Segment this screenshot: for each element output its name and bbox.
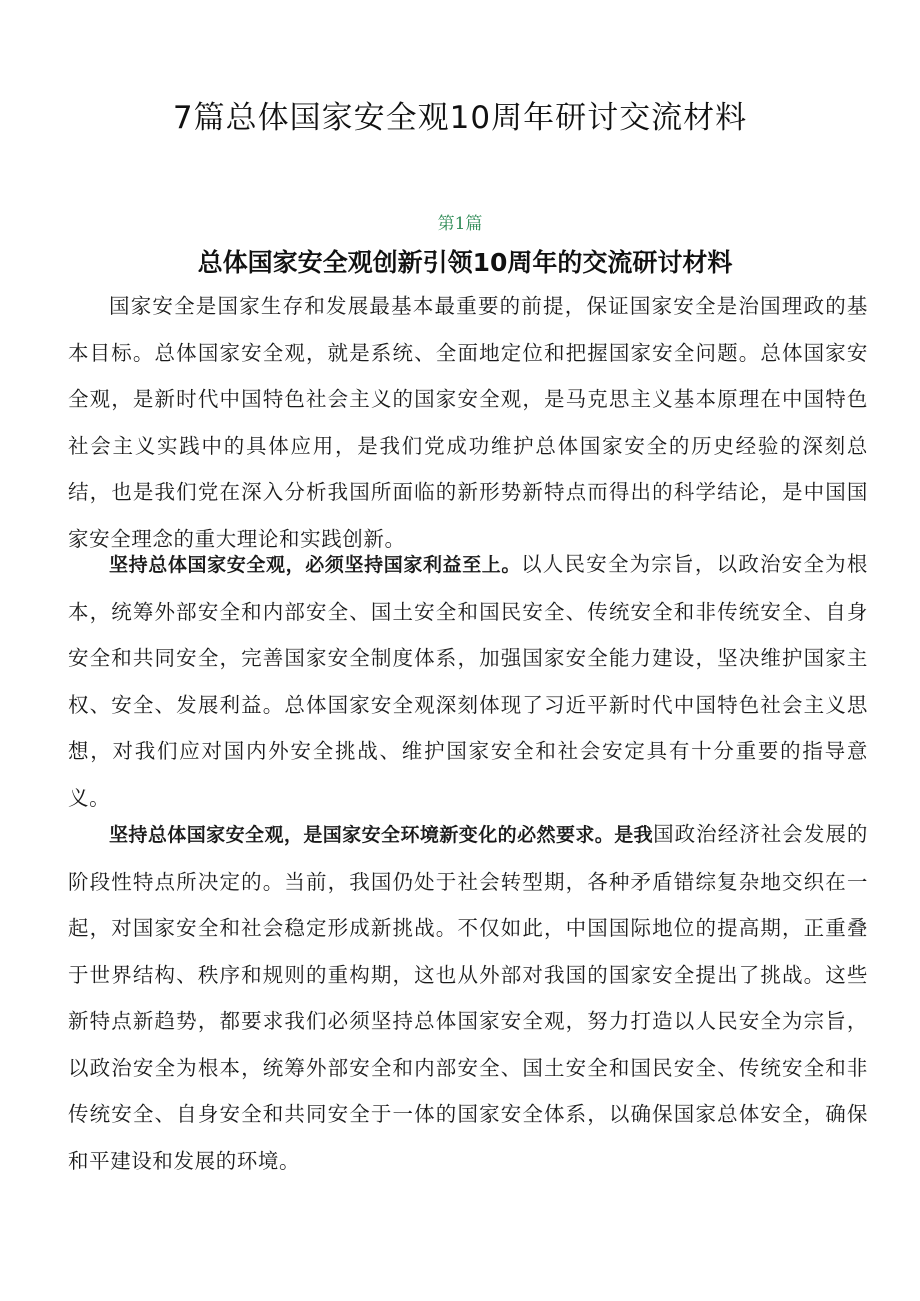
body-paragraph-1 [68, 283, 868, 562]
document-title: 7篇总体国家安全观10周年研讨交流材料 [172, 100, 748, 136]
part-label: 第1篇 [437, 214, 483, 234]
paragraph-text: 以人民安全为宗旨，以政治安全为根本，统筹外部安全和内部安全、国土安全和国民安全、传统安全和非传统安全、自身安全和共同安全，完善国家安全制度体系，加强国家安全能力建设，坚决维护国家主权、安全、发展利益。总体国家安全观深刻体现了习近平新时代中国特色社会主义思想，对我们应对国内外安全挑战、维护国家安全和社会安定具有十分重要的指导意义。 [68, 552, 868, 810]
paragraph-text: 国家安全是国家生存和发展最基本最重要的前提，保证国家安全是治国理政的基本目标。总体国家安全观，就是系统、全面地定位和把握国家安全问题。总体国家安全观，是新时代中国特色社会主义的国家安全观，是马克思主义基本原理在中国特色社会主义实践中的具体应用，是我们党成功维护总体国家安全的历史经验的深刻总结，也是我们党在深入分析我国所面临的新形势新特点而得出的科学结论，是中国国家安全理念的重大理论和实践创新。 [68, 294, 868, 551]
paragraph-lead: 坚持总体国家安全观，是国家安全环境新变化的必然要求。是我 [109, 824, 654, 846]
paragraph-text: 国政治经济社会发展的阶段性特点所决定的。当前，我国仍处于社会转型期，各种矛盾错综复杂地交织在一起，对国家安全和社会稳定形成新挑战。不仅如此，中国国际地位的提高期，正重叠于世界结构、秩序和规则的重构期，这也从外部对我国的国家安全提出了挑战。这些新特点新趋势，都要求我们必须坚持总体国家安全观，努力打造以人民安全为宗旨，以政治安全为根本，统筹外部安全和内部安全、国土安全和国民安全、传统安全和非传统安全、自身安全和共同安全于一体的国家安全体系，以确保国家总体安全，确保和平建设和发展的环境。 [68, 822, 868, 1173]
body-paragraph-3 [68, 811, 868, 1184]
body-paragraph-2 [68, 541, 868, 821]
paragraph-lead: 坚持总体国家安全观，必须坚持国家利益至上。 [109, 554, 522, 576]
section-title: 总体国家安全观创新引领10周年的交流研讨材料 [197, 248, 733, 277]
